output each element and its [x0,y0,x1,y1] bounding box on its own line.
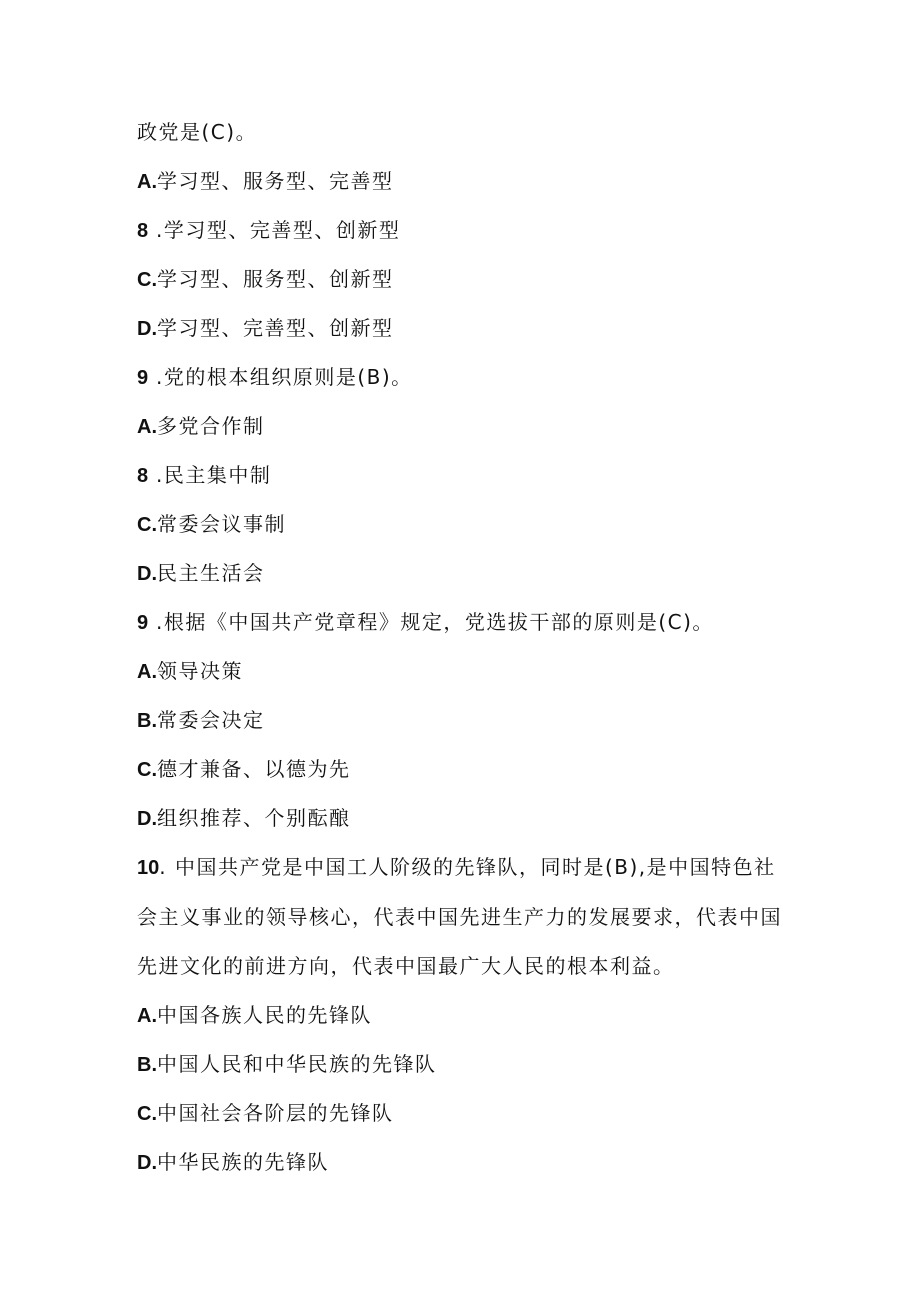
option-line: C.德才兼备、以德为先 [137,757,351,781]
option-line: C.常委会议事制 [137,512,286,536]
option-line: A.多党合作制 [137,414,265,438]
option-line: 8 .民主集中制 [137,463,272,487]
text-line: 政党是(C)。 [137,120,258,144]
question-paragraph: 10. 中国共产党是中国工人阶级的先锋队，同时是(B),是中国特色社会主义事业的领导核心，代表中国先进生产力的发展要求，代表中国先进文化的前进方向，代表中国最广大人民的根本利益。 [137,855,782,978]
option-line: D.中华民族的先锋队 [137,1150,329,1174]
option-line: A.学习型、服务型、完善型 [137,169,394,193]
option-line: D.民主生活会 [137,561,265,585]
option-line: A.领导决策 [137,659,243,683]
option-line: B.常委会决定 [137,708,265,732]
document-page [137,108,797,1187]
question-line: 9 .根据《中国共产党章程》规定，党选拔干部的原则是(C)。 [137,610,714,634]
question-line: 9 .党的根本组织原则是(B)。 [137,365,413,389]
option-line: D.学习型、完善型、创新型 [137,316,394,340]
option-line: A.中国各族人民的先锋队 [137,1003,372,1027]
option-line: 8 .学习型、完善型、创新型 [137,218,401,242]
option-line: C.学习型、服务型、创新型 [137,267,394,291]
option-line: C.中国社会各阶层的先锋队 [137,1101,394,1125]
option-line: D.组织推荐、个别酝酿 [137,806,351,830]
option-line: B.中国人民和中华民族的先锋队 [137,1052,437,1076]
